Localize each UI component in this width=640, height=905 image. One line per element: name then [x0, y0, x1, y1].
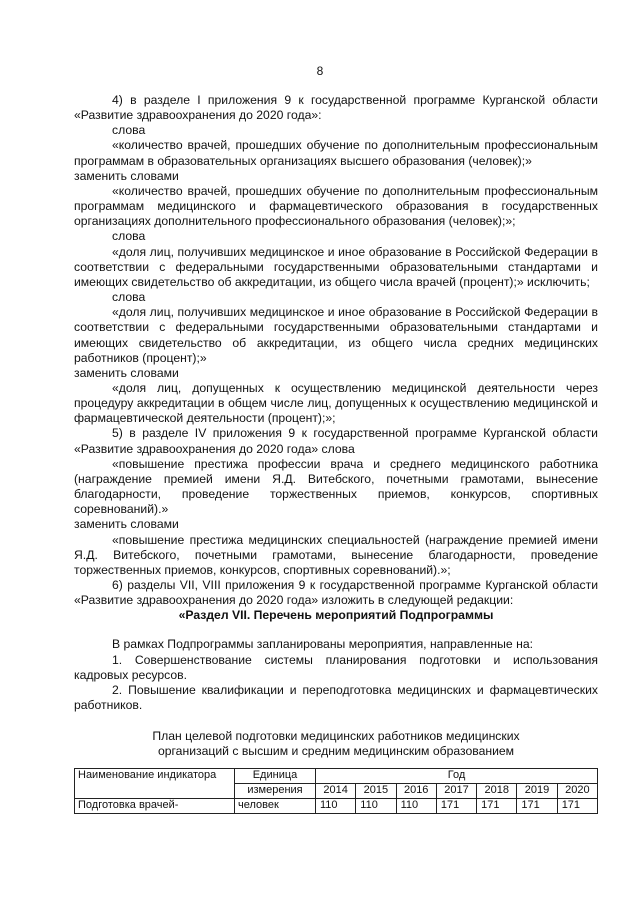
plan-title-line-2: организаций с высшим и средним медицинским образованием — [157, 744, 515, 759]
year-cell: 2019 — [517, 783, 557, 798]
item4-replace-2: заменить словами — [74, 365, 179, 380]
header-indicator: Наименование индикатора — [75, 768, 235, 798]
document-body — [74, 93, 598, 814]
plan-title-line-1: План целевой подготовки медицинских работников медицинских — [152, 729, 520, 744]
row-unit: человек — [235, 798, 316, 813]
item4-quote-2: «количество врачей, прошедших обучение по дополнительным профессиональным программам медицинского и фармацевтического образования в государственных организациях дополнительного профессионального образования (человек);»; — [74, 183, 598, 229]
item4-quote-5: «доля лиц, допущенных к осуществлению медицинской деятельности через процедуру аккредитации в общем числе лиц, допущенных к осуществлению медицинской и фармацевтической деятельности (процент);»; — [74, 380, 598, 426]
year-cell: 2016 — [396, 783, 436, 798]
header-unit-line2: измерения — [235, 783, 316, 798]
item5-intro: 5) в разделе IV приложения 9 к государственной программе Курганской области «Развитие здравоохранения до 2020 года» слова — [74, 426, 598, 456]
year-cell: 2017 — [436, 783, 476, 798]
plan-table — [74, 768, 598, 814]
item6-intro: 6) разделы VII, VIII приложения 9 к государственной программе Курганской области «Развитие здравоохранения до 2020 года» изложить в следующей редакции: — [74, 578, 598, 608]
table-row — [75, 798, 598, 813]
header-unit-line1: Единица — [235, 768, 316, 783]
item4-quote-3: «доля лиц, получивших медицинское и иное образование в Российской Федерации в соответствии с федеральными государственными образовательными стандартами и имеющих свидетельство об аккредитации, из общего числа врачей (процент);» исключить; — [74, 244, 598, 289]
section-para-2: 1. Совершенствование системы планирования подготовки и использования кадровых ресурсов. — [74, 652, 598, 682]
spacer — [74, 713, 598, 729]
item4-replace-1: заменить словами — [74, 168, 179, 183]
row-indicator: Подготовка врачей- — [75, 798, 235, 813]
item4-intro: 4) в разделе I приложения 9 к государственной программе Курганской области «Развитие здравоохранения до 2020 года»: — [74, 93, 598, 123]
page-number: 8 — [316, 64, 324, 78]
row-value: 171 — [557, 798, 597, 813]
row-value: 171 — [517, 798, 557, 813]
row-value: 110 — [316, 798, 356, 813]
item4-word-1: слова — [112, 123, 146, 138]
item5-replace-1: заменить словами — [74, 517, 179, 532]
section-para-3: 2. Повышение квалификации и переподготовка медицинских и фармацевтических работников. — [74, 682, 598, 713]
row-value: 171 — [436, 798, 476, 813]
year-cell: 2018 — [477, 783, 517, 798]
item5-quote-1: «повышение престижа профессии врача и среднего медицинского работника (награждение премией имени Я.Д. Витебского, почетными грамотами, вынесение благодарности, проведение торжественных приемов, конкурсов, спортивных соревнований).» — [74, 456, 598, 517]
year-cell: 2015 — [356, 783, 396, 798]
item4-word-2: слова — [112, 229, 146, 244]
section-para-1: В рамках Подпрограммы запланированы мероприятия, направленные на: — [112, 637, 533, 652]
table-header-row-1 — [75, 768, 598, 783]
header-year: Год — [316, 768, 598, 783]
spacer — [74, 623, 598, 637]
row-value: 171 — [477, 798, 517, 813]
item4-quote-4: «доля лиц, получивших медицинское и иное образование в Российской Федерации в соответствии с федеральными государственными образовательными стандартами и имеющих свидетельство об аккредитации, из общего числа средних медицинских работников (процент);» — [74, 305, 598, 365]
year-cell: 2020 — [557, 783, 597, 798]
row-value: 110 — [356, 798, 396, 813]
year-cell: 2014 — [316, 783, 356, 798]
row-value: 110 — [396, 798, 436, 813]
section-title: «Раздел VII. Перечень мероприятий Подпрограммы — [178, 608, 494, 623]
item5-quote-2: «повышение престижа медицинских специальностей (награждение премией имени Я.Д. Витебского, почетными грамотами, вынесение благодарности, проведение торжественных приемов, конкурсов, спортивных соревнований).»; — [74, 532, 598, 577]
item4-quote-1: «количество врачей, прошедших обучение по дополнительным профессиональным программам в образовательных организациях высшего образования (человек);» — [74, 138, 598, 168]
item4-word-3: слова — [112, 290, 146, 305]
